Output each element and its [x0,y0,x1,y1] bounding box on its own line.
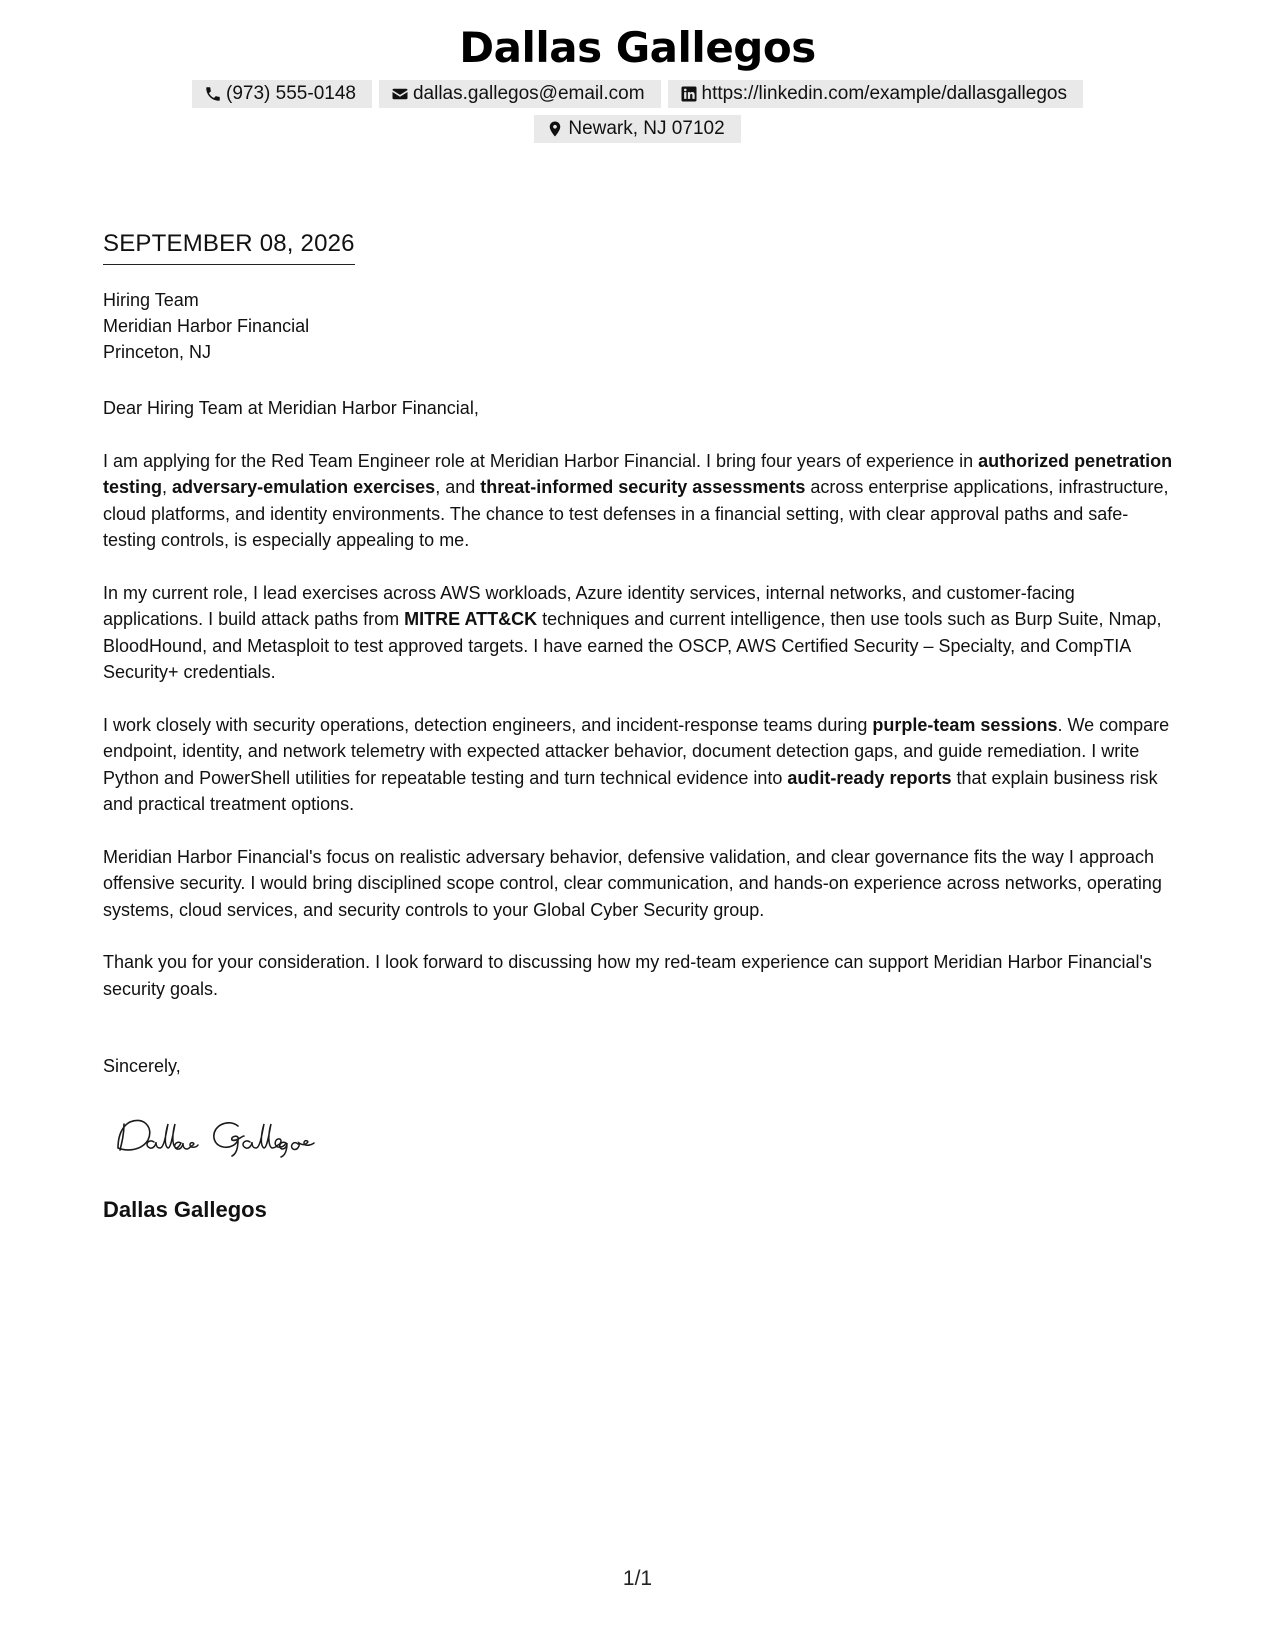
phone-icon [204,85,222,103]
paragraph-1 [103,448,1175,554]
text-run: , [162,477,173,498]
paragraph-4: Meridian Harbor Financial's focus on realistic adversary behavior, defensive validation, and clear governance fits the way I approach offensive security. I would bring disciplined scope control, clear communication, and hands-on experience across networks, operating systems, cloud services, and security controls to your Global Cyber Security group. [103,846,1162,920]
location-row [0,115,1275,143]
text-run: across enterprise applications, infrastructure, cloud platforms, and identity environments. The chance to test defenses in a financial setting, with clear approval paths and safe-testing controls, is especially appealing to me. [103,477,1169,551]
bold-run: threat-informed security assessments [480,477,806,498]
linkedin-icon [680,85,698,103]
handwritten-signature [110,1112,360,1158]
bold-run: MITRE ATT&CK [404,609,538,630]
email-chip [379,80,661,108]
letter-body [103,395,1175,1029]
paragraph-3 [103,712,1175,818]
contact-row [0,80,1275,108]
recipient-company: Meridian Harbor Financial [103,316,310,336]
linkedin-url: https://linkedin.com/example/dallasgallegos [701,83,1067,104]
email-address: dallas.gallegos@email.com [412,83,645,104]
recipient-block [103,287,309,365]
recipient-line: Hiring Team [103,290,199,310]
signed-name: Dallas Gallegos [103,1197,267,1222]
bold-run: audit-ready reports [787,767,952,788]
text-run: , and [435,477,481,498]
text-run: I am applying for the Red Team Engineer role at Meridian Harbor Financial. I bring four years of experience in [103,450,979,471]
bold-run: purple-team sessions [872,714,1058,735]
text-run: techniques and current intelligence, then use tools such as Burp Suite, Nmap, BloodHound, and Metasploit to test approved targets. I have earned the OSCP, AWS Certified Security – Specialty, and CompTIA Security+ credentials. [103,609,1162,683]
paragraph-2 [103,580,1175,686]
linkedin-chip [668,80,1083,108]
text-run: that explain business risk and practical treatment options. [103,767,1158,815]
envelope-icon [391,85,409,103]
recipient-location: Princeton, NJ [103,342,212,362]
map-pin-icon [546,120,564,138]
letter-date: SEPTEMBER 08, 2026 [103,228,355,265]
applicant-name: Dallas Gallegos [459,23,816,72]
page-number: 1/1 [622,1567,653,1590]
phone-number: (973) 555-0148 [226,83,356,104]
location-text: Newark, NJ 07102 [568,118,725,139]
location-chip [534,115,740,143]
paragraph-5: Thank you for your consideration. I look forward to discussing how my red-team experience can support Meridian Harbor Financial's security goals. [103,952,1152,999]
salutation: Dear Hiring Team at Meridian Harbor Financial, [103,398,479,418]
text-run: In my current role, I lead exercises across AWS workloads, Azure identity services, internal networks, and customer-facing applications. I build attack paths from [103,582,1075,630]
phone-chip [192,80,372,108]
text-run: . We compare endpoint, identity, and network telemetry with expected attacker behavior, document detection gaps, and guide remediation. I write Python and PowerShell utilities for repeatable testing and turn technical evidence into [103,714,1170,788]
text-run: I work closely with security operations, detection engineers, and incident-response teams during [103,714,873,735]
closing: Sincerely, [103,1056,181,1076]
bold-run: adversary-emulation exercises [172,477,436,498]
bold-run: authorized penetration testing [103,450,1173,498]
